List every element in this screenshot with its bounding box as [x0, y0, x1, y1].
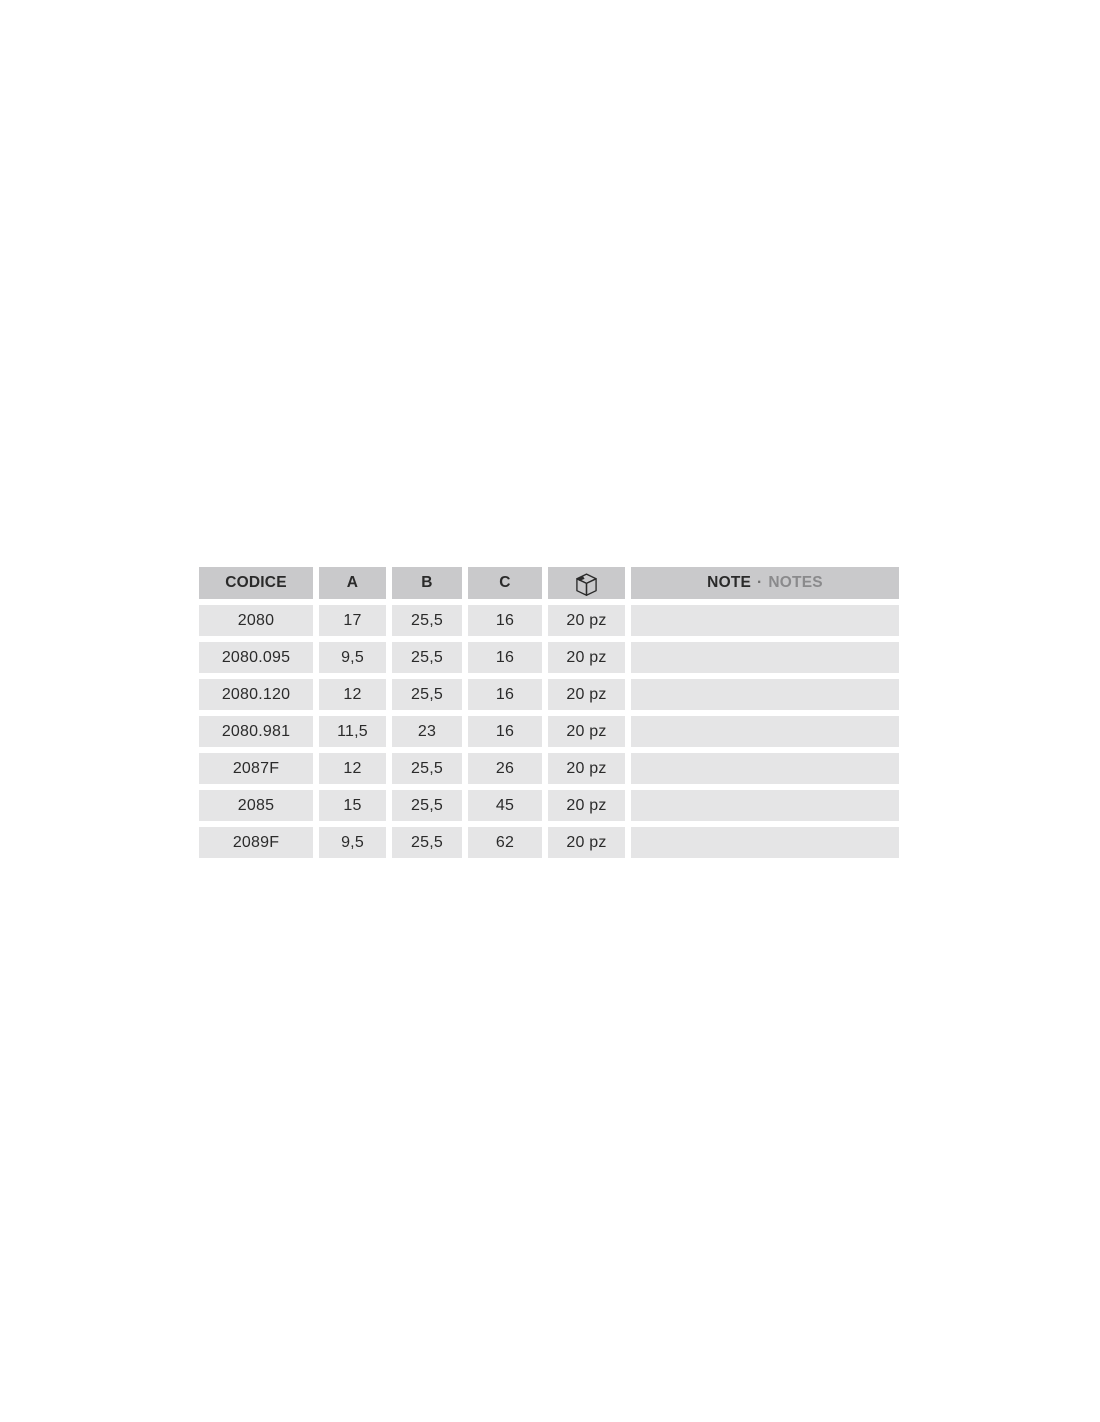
cell-a: 15 — [319, 790, 386, 821]
header-package — [548, 567, 625, 599]
package-box-icon — [575, 571, 598, 596]
header-notes-label: NOTES — [768, 574, 823, 591]
header-a: A — [319, 567, 386, 599]
cell-b: 25,5 — [392, 827, 462, 858]
cell-pack: 20 pz — [548, 605, 625, 636]
cell-notes — [631, 753, 899, 784]
cell-codice: 2085 — [199, 790, 313, 821]
cell-b: 23 — [392, 716, 462, 747]
cell-a: 9,5 — [319, 642, 386, 673]
header-note-separator: · — [757, 574, 763, 591]
header-c: C — [468, 567, 542, 599]
cell-codice: 2087F — [199, 753, 313, 784]
header-note-label: NOTE — [707, 574, 752, 591]
cell-notes — [631, 642, 899, 673]
cell-c: 16 — [468, 679, 542, 710]
cell-codice: 2089F — [199, 827, 313, 858]
cell-b: 25,5 — [392, 753, 462, 784]
cell-a: 9,5 — [319, 827, 386, 858]
header-notes — [631, 567, 899, 599]
cell-c: 62 — [468, 827, 542, 858]
cell-pack: 20 pz — [548, 716, 625, 747]
cell-pack: 20 pz — [548, 642, 625, 673]
cell-a: 17 — [319, 605, 386, 636]
cell-b: 25,5 — [392, 605, 462, 636]
cell-codice: 2080.981 — [199, 716, 313, 747]
cell-pack: 20 pz — [548, 753, 625, 784]
cell-b: 25,5 — [392, 679, 462, 710]
cell-codice: 2080.120 — [199, 679, 313, 710]
cell-c: 16 — [468, 642, 542, 673]
cell-a: 12 — [319, 679, 386, 710]
header-codice: CODICE — [199, 567, 313, 599]
header-b: B — [392, 567, 462, 599]
cell-codice: 2080 — [199, 605, 313, 636]
cell-pack: 20 pz — [548, 679, 625, 710]
cell-pack: 20 pz — [548, 790, 625, 821]
cell-c: 45 — [468, 790, 542, 821]
cell-notes — [631, 790, 899, 821]
cell-b: 25,5 — [392, 642, 462, 673]
cell-pack: 20 pz — [548, 827, 625, 858]
cell-notes — [631, 605, 899, 636]
cell-notes — [631, 679, 899, 710]
cell-notes — [631, 827, 899, 858]
product-spec-table — [199, 567, 899, 858]
cell-codice: 2080.095 — [199, 642, 313, 673]
cell-c: 16 — [468, 605, 542, 636]
cell-b: 25,5 — [392, 790, 462, 821]
cell-c: 16 — [468, 716, 542, 747]
cell-a: 12 — [319, 753, 386, 784]
cell-notes — [631, 716, 899, 747]
cell-a: 11,5 — [319, 716, 386, 747]
cell-c: 26 — [468, 753, 542, 784]
